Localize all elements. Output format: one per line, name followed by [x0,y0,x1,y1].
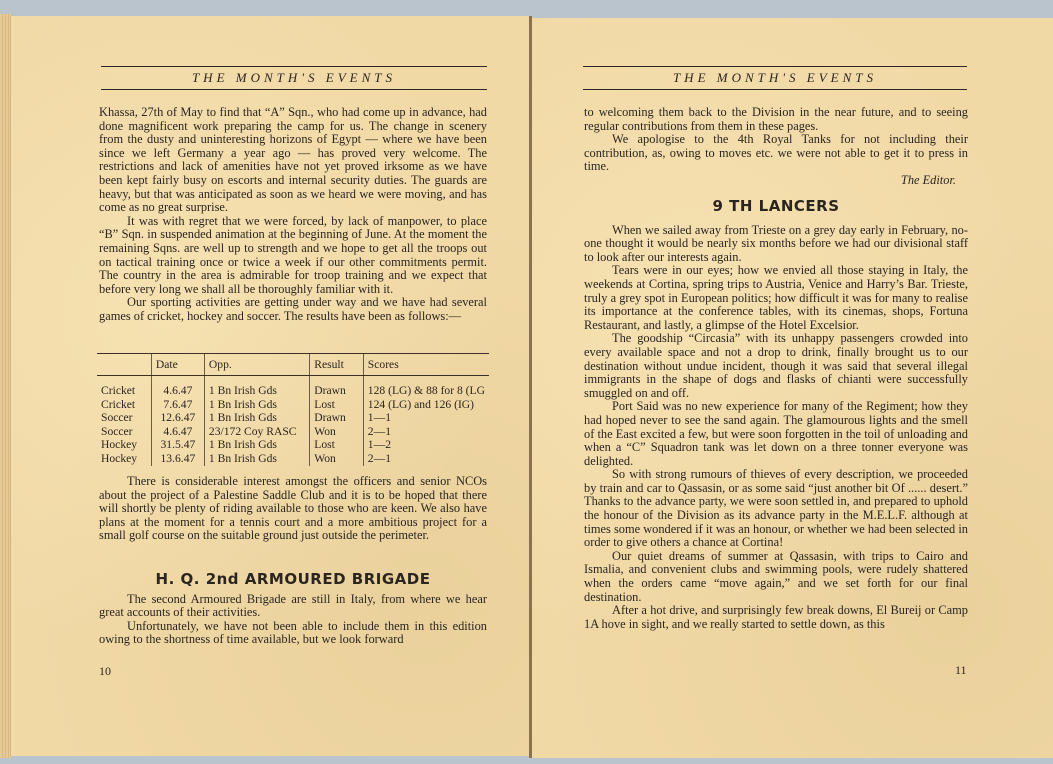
cell-sport: Hockey [101,451,138,465]
header-sport [97,354,151,376]
cell-result: Lost [310,398,364,412]
paragraph: The goodship “Circasia” with its unhappy passengers crowded into every available space and not a drop to drink, finally brought us to our destination without undue incident, though it was said that several illegal immigrants in the shape of dogs and flasks of chianti were successfully smuggled on and off. [584,331,968,400]
cell-date: 12.6.47 [151,411,204,425]
page-number: 11 [955,663,967,677]
paragraph: After a hot drive, and surprisingly few break downs, El Bureij or Camp 1A hove in sight, and we really started to settle down, as this [584,603,968,631]
cell-scores: 1—2 [363,438,489,452]
paragraph: It was with regret that we were forced, by lack of manpower, to place “B” Sqn. in suspended animation at the beginning of June. At the moment the remaining Sqns. are well up to strength and we hope to get all the troops out on tactical training once or twice a week if our other commitments permit. The country in the area is admirable for troop training and we expect that before very long we shall all be thoroughly familiar with it. [99,213,487,296]
left-column-bottom [99,475,487,543]
cell-opp: 1 Bn Irish Gds [204,398,309,412]
right-column-top [584,106,968,188]
header-scores: Scores [363,354,489,376]
cell-result: Won [310,452,364,466]
cell-opp: 1 Bn Irish Gds [204,384,309,398]
paragraph: Port Said was no new experience for many of the Regiment; how they had hoped never to see the sand again. The glamourous lights and the smell of the East excited a few, but were soon forgotten in the toil of unloading and when a “C” Squadron tank was let down on a three tonner everyone was delighted. [584,399,968,468]
header-result: Result [310,354,364,376]
table-row [97,398,489,412]
table-row [97,384,489,398]
paragraph: Our sporting activities are getting under way and we have had several games of cricket, hockey and soccer. The results have been as follows:— [99,295,487,323]
results-table-wrap [99,353,487,466]
cell-scores: 124 (LG) and 126 (IG) [363,398,489,412]
running-head: THE MONTH'S EVENTS [583,66,967,90]
cell-scores: 2—1 [363,425,489,439]
editor-signature: The Editor. [900,172,956,187]
paragraph: So with strong rumours of thieves of every description, we proceeded by train and car to Qassasin, or as some said “just another bit Of ...... desert.” Thanks to the advance party, we were soon settled in, and prepared to uphold the honour of the Division as its advance party in the M.E.L.F. although at times some wondered if it was an honour, or whether we had been selected in order to give others a chance at Cortina! [584,467,968,550]
cell-sport: Soccer [101,424,133,438]
right-page [532,18,1053,758]
table-header-row [97,354,489,376]
cell-result: Won [310,425,364,439]
table-row [97,452,489,466]
table-row [97,411,489,425]
section-9th-lancers [584,197,968,631]
left-column-top [99,106,487,324]
paragraph: The second Armoured Brigade are still in Italy, from where we hear great accounts of their activities. [99,591,487,620]
cell-date: 7.6.47 [151,398,204,412]
paragraph: Our quiet dreams of summer at Qassasin, with trips to Cairo and Ismalia, and convenient clubs and swimming pools, were rudely shattered when the orders came “move again,” and we set forth for our final destination. [584,548,968,604]
cell-sport: Cricket [101,397,136,411]
cell-date: 13.6.47 [151,452,204,466]
cell-sport: Hockey [101,438,138,452]
cell-result: Drawn [310,411,364,425]
cell-sport: Cricket [101,384,136,397]
cell-scores: 2—1 [363,452,489,466]
cell-date: 31.5.47 [151,438,204,452]
cell-date: 4.6.47 [151,384,204,398]
table-row [97,438,489,452]
page-number: 10 [99,664,111,678]
cell-scores: 128 (LG) & 88 for 8 (LG [363,384,489,398]
cell-sport: Soccer [101,411,133,425]
section-heading: 9 TH LANCERS [712,197,840,215]
paragraph: Unfortunately, we have not been able to include them in this edition owing to the shortness of time available, but we look forward [99,618,487,647]
cell-opp: 1 Bn Irish Gds [204,452,309,466]
cell-opp: 1 Bn Irish Gds [204,438,309,452]
cell-scores: 1—1 [363,411,489,425]
cell-opp: 23/172 Coy RASC [204,425,309,439]
header-date: Date [151,354,204,376]
table-row [97,425,489,439]
left-page [10,16,531,756]
header-opp: Opp. [204,354,309,376]
paragraph: Khassa, 27th of May to find that “A” Sqn., who had come up in advance, had done magnificent work preparing the camp for us. The change in scenery from the dusty and uninteresting horizons of Egypt — where we have been since we left Germany a year ago — has proved very welcome. The restrictions and lack of amenities have not yet proved irksome as we have been kept fairly busy on escorts and internal security duties. The guards are heavy, but that was anticipated as soon as we heard we were moving, and has come as no great surprise. [99,105,487,215]
cell-opp: 1 Bn Irish Gds [204,411,309,425]
results-table [97,353,489,466]
paragraph: Tears were in our eyes; how we envied all those staying in Italy, the weekends at Cortina, spring trips to Austria, Venice and Harry’s Bar. Trieste, truly a grey spot in European politics; how difficult it was for many to realise its importance at the conference tables, with its cinemas, shops, Fortuna Restaurant, and lastly, a glimpse of the Hotel Excelsior. [584,263,968,332]
paragraph: When we sailed away from Trieste on a grey day early in February, no-one thought it would be nearly six months before we had our divisional staff to look after our interests again. [584,222,968,264]
cell-result: Drawn [310,384,364,398]
paragraph: We apologise to the 4th Royal Tanks for not including their contribution, as, owing to moves etc. we were not able to get it to press in time. [584,132,968,174]
cell-result: Lost [310,438,364,452]
section-2nd-armoured [99,570,487,647]
running-head: THE MONTH'S EVENTS [101,66,487,90]
paragraph: There is considerable interest amongst the officers and senior NCOs about the project of a Palestine Saddle Club and it is to be hoped that there will shortly be plenty of riding available to those who are keen. We also have plans at the moment for a tennis court and a more ambitious project for a small golf course on the suitable ground just outside the perimeter. [99,474,487,543]
paragraph: to welcoming them back to the Division in the near future, and to seeing regular contributions from them in these pages. [584,105,968,133]
cell-date: 4.6.47 [151,425,204,439]
section-heading: H. Q. 2nd ARMOURED BRIGADE [155,570,431,588]
